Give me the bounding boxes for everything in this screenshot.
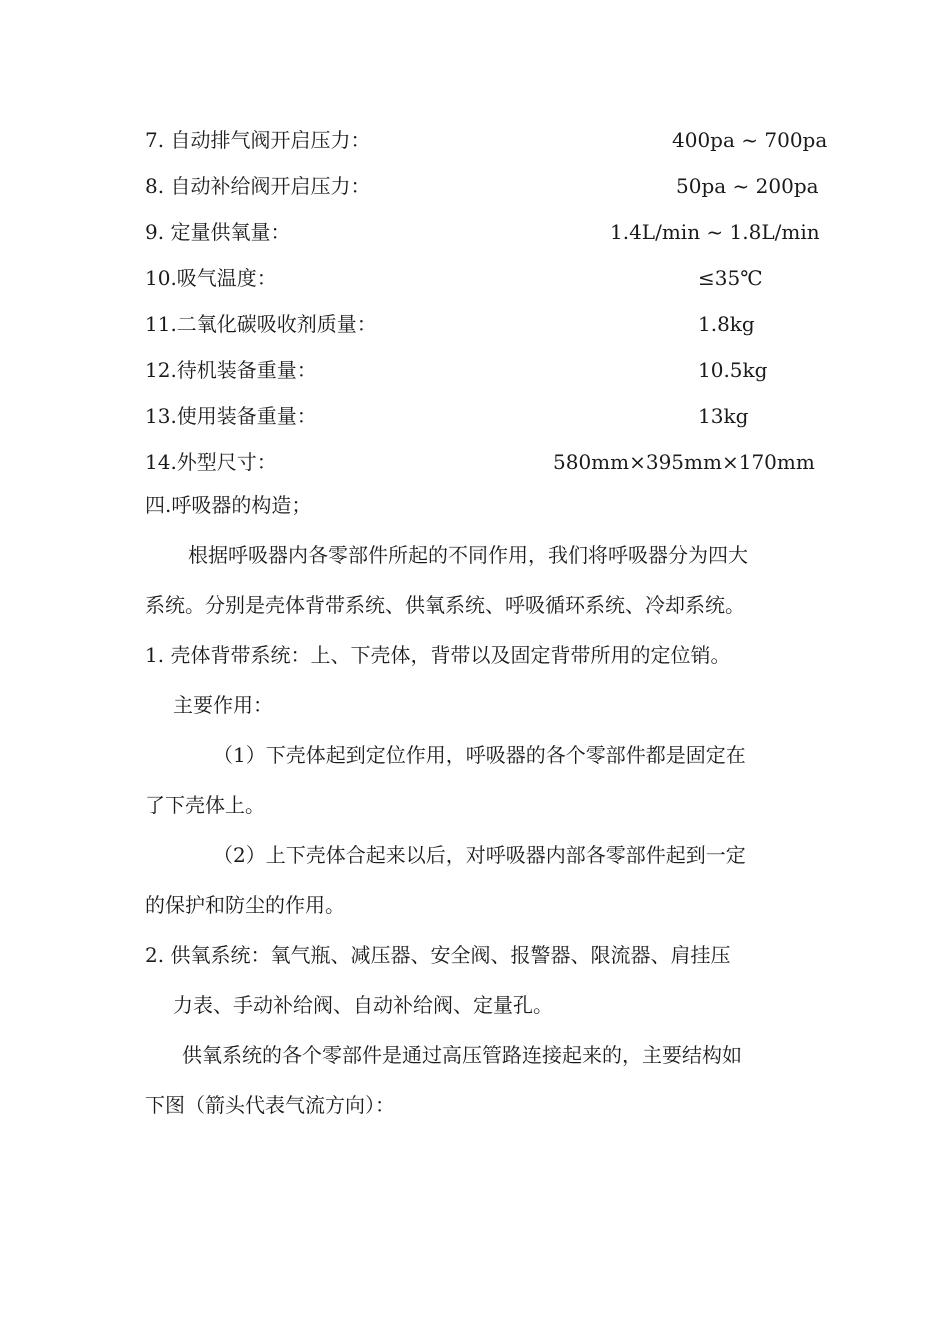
system1-item-line: 的保护和防尘的作用。 <box>145 893 345 917</box>
spec-value: 400pa ~ 700pa <box>672 128 828 152</box>
spec-label: 14.外型尺寸： <box>145 450 277 474</box>
spec-value: 1.8kg <box>698 312 755 336</box>
spec-label: 10.吸气温度： <box>145 266 277 290</box>
spec-value: 13kg <box>698 404 749 428</box>
system2-title-line: 2. 供氧系统：氧气瓶、减压器、安全阀、报警器、限流器、肩挂压 <box>145 943 731 967</box>
spec-label: 13.使用装备重量： <box>145 404 317 428</box>
spec-value: 580mm×395mm×170mm <box>553 450 815 474</box>
spec-label: 7. 自动排气阀开启压力： <box>145 128 371 152</box>
system1-item-line: （1）下壳体起到定位作用，呼吸器的各个零部件都是固定在 <box>213 743 746 767</box>
spec-label: 12.待机装备重量： <box>145 358 317 382</box>
spec-value: 50pa ~ 200pa <box>676 174 819 198</box>
system2-title-line: 力表、手动补给阀、自动补给阀、定量孔。 <box>173 993 553 1017</box>
spec-label: 9. 定量供氧量： <box>145 220 291 244</box>
spec-label: 8. 自动补给阀开启压力： <box>145 174 371 198</box>
spec-value: ≤35℃ <box>698 266 763 290</box>
intro-line: 根据呼吸器内各零部件所起的不同作用，我们将呼吸器分为四大 <box>188 543 748 567</box>
system1-title: 1. 壳体背带系统：上、下壳体，背带以及固定背带所用的定位销。 <box>145 643 731 667</box>
spec-label: 11.二氧化碳吸收剂质量： <box>145 312 377 336</box>
spec-value: 1.4L/min ~ 1.8L/min <box>610 220 820 244</box>
system2-desc-line: 下图（箭头代表气流方向）： <box>145 1093 395 1117</box>
intro-line: 系统。分别是壳体背带系统、供氧系统、呼吸循环系统、冷却系统。 <box>145 593 745 617</box>
spec-value: 10.5kg <box>698 358 768 382</box>
system1-subheading: 主要作用： <box>173 693 273 717</box>
system1-item-line: 了下壳体上。 <box>145 793 265 817</box>
system1-item-line: （2）上下壳体合起来以后，对呼吸器内部各零部件起到一定 <box>213 843 746 867</box>
system2-desc-line: 供氧系统的各个零部件是通过高压管路连接起来的，主要结构如 <box>182 1043 742 1067</box>
section-heading: 四.呼吸器的构造； <box>145 493 312 517</box>
